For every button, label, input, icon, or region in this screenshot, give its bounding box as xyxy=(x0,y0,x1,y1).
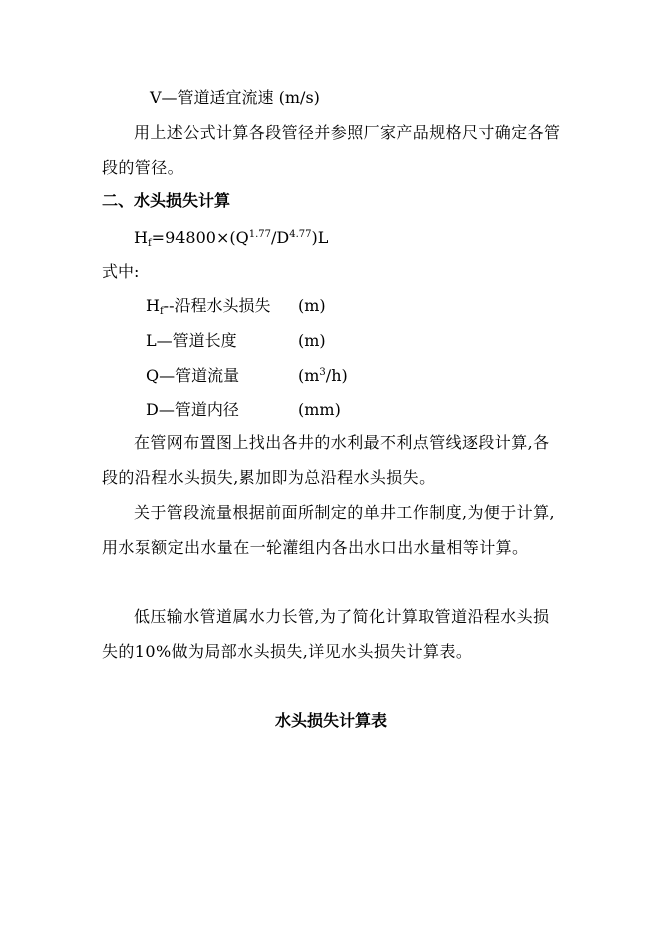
variable-row-diameter xyxy=(146,400,341,420)
section-heading: 二、水头损失计算 xyxy=(102,191,231,210)
formula-equation-start: =94800×(Q xyxy=(151,228,249,247)
variable-unit: (m) xyxy=(298,296,326,315)
paragraph-network: 在管网布置图上找出各井的水利最不利点管线逐段计算,各段的沿程水头损失,累加即为总沿程水头损失。 xyxy=(102,433,550,487)
variable-unit xyxy=(298,366,348,386)
variable-unit: (m) xyxy=(298,331,326,350)
unit-suffix: /h) xyxy=(325,366,348,385)
where-label: 式中: xyxy=(102,262,140,281)
variable-term xyxy=(146,296,270,316)
variable-row-head-loss xyxy=(146,296,326,317)
variable-description: --沿程水头损失 xyxy=(163,296,271,315)
formula-d-exponent: 4.77 xyxy=(289,229,312,240)
unit-prefix: (m xyxy=(298,366,320,385)
velocity-definition: V—管道适宜流速 (m/s) xyxy=(150,88,320,107)
paragraph-diameter: 用上述公式计算各段管径并参照厂家产品规格尺寸确定各管段的管径。 xyxy=(102,123,561,177)
formula-q-exponent: 1.77 xyxy=(248,229,271,240)
formula-equation-end: )L xyxy=(311,228,329,247)
formula-equation-mid: /D xyxy=(271,228,290,247)
variable-term: L—管道长度 xyxy=(146,331,237,350)
variable-symbol: H xyxy=(146,296,160,315)
table-title: 水头损失计算表 xyxy=(274,711,387,730)
formula-lhs: H xyxy=(134,228,148,247)
paragraph-flow: 关于管段流量根据前面所制定的单井工作制度,为便于计算,用水泵额定出水量在一轮灌组内各出水口出水量相等计算。 xyxy=(102,503,555,557)
variable-unit: (mm) xyxy=(298,400,341,419)
variable-term: D—管道内径 xyxy=(146,400,239,419)
paragraph-local-loss: 低压输水管道属水力长管,为了简化计算取管道沿程水头损失的10%做为局部水头损失,详见水头损失计算表。 xyxy=(102,607,550,661)
variable-term: Q—管道流量 xyxy=(146,366,240,385)
formula-lhs-subscript: f xyxy=(147,238,152,249)
variable-symbol-subscript: f xyxy=(159,306,164,317)
variable-row-flow xyxy=(146,366,348,386)
head-loss-formula xyxy=(134,228,328,248)
variable-row-length xyxy=(146,331,326,351)
unit-superscript: 3 xyxy=(319,367,326,378)
